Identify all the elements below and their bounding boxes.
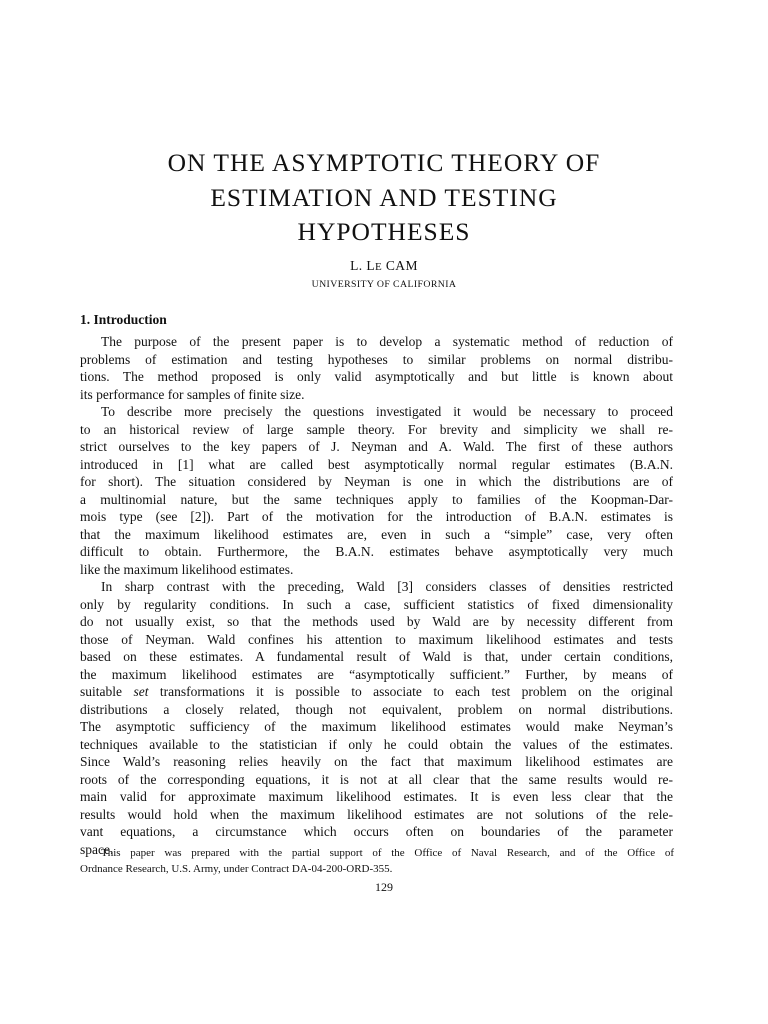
body-line: techniques available to the statistician if only he could obtain the values of the estimates.	[80, 736, 673, 752]
body-line: strict ourselves to the key papers of J. Neyman and A. Wald. The first of these authors	[80, 439, 673, 454]
body-line: only by regularity conditions. In such a case, sufficient statistics of fixed dimensionality	[80, 596, 673, 612]
body-line: a multinomial nature, but the same techniques apply to families of the Koopman-Dar-	[80, 491, 673, 507]
body-line: mois type (see [2]). Part of the motivation for the introduction of B.A.N. estimates is	[80, 509, 673, 524]
body-line: vant equations, a circumstance which occurs often on boundaries of the parameter	[80, 824, 673, 839]
body-line: do not usually exist, so that the methods used by Wald are by necessity different from	[80, 614, 673, 629]
footnote-line: Ordnance Research, U.S. Army, under Contract DA-04-200-ORD-355.	[80, 863, 393, 875]
author-name: L. LE CAM	[350, 258, 418, 273]
body-line: the maximum likelihood estimates are “asymptotically sufficient.” Further, by means of	[80, 666, 673, 682]
body-line: distributions a closely related, though not equivalent, problem on normal distributions.	[80, 701, 673, 717]
body-line: introduced in [1] what are called best asymptotically normal regular estimates (B.A.N.	[80, 456, 673, 472]
body-line: like the maximum likelihood estimates.	[80, 561, 294, 577]
body-line: difficult to obtain. Furthermore, the B.A.N. estimates behave asymptotically very much	[80, 544, 673, 559]
paper-title	[60, 146, 708, 250]
body-line: that the maximum likelihood estimates are, even in such a “simple” case, very often	[80, 526, 673, 542]
body-line: The purpose of the present paper is to develop a systematic method of reduction of	[101, 334, 673, 349]
italic-word: set	[133, 684, 149, 699]
footnote	[80, 845, 674, 877]
body-line: space.	[80, 841, 114, 857]
body-line: The asymptotic sufficiency of the maximum likelihood estimates would make Neyman’s	[80, 719, 673, 734]
body-line: to an historical review of large sample theory. For brevity and simplicity we shall re-	[80, 421, 673, 437]
title-line: ON THE ASYMPTOTIC THEORY OF	[167, 148, 601, 177]
page-number: 129	[375, 880, 393, 894]
body-line: Since Wald’s reasoning relies heavily on the fact that maximum likelihood estimates are	[80, 754, 673, 769]
body-line: its performance for samples of finite size.	[80, 386, 305, 402]
author-affiliation: UNIVERSITY OF CALIFORNIA	[311, 279, 457, 290]
section-body	[80, 333, 673, 858]
body-line: those of Neyman. Wald confines his attention to maximum likelihood estimates and tests	[80, 631, 673, 647]
body-line: suitable set transformations it is possible to associate to each test problem on the original	[80, 684, 673, 699]
body-line: results would hold when the maximum likelihood estimates are not solutions of the rele-	[80, 806, 673, 822]
title-line: ESTIMATION AND TESTING	[210, 182, 558, 212]
body-line: To describe more precisely the questions investigated it would be necessary to proceed	[101, 404, 673, 419]
body-line: for short). The situation considered by Neyman is one in which the distributions are of	[80, 474, 673, 489]
body-line: problems of estimation and testing hypotheses to similar problems on normal distribu-	[80, 351, 673, 367]
section-heading: 1. Introduction	[80, 312, 167, 327]
body-line: tions. The method proposed is only valid asymptotically and but little is known about	[80, 369, 673, 384]
footnote-line: This paper was prepared with the partial support of the Office of Naval Research, and of the Office of	[101, 847, 674, 859]
body-line: main valid for approximate maximum likelihood estimates. It is even less clear that the	[80, 789, 673, 804]
body-line: based on these estimates. A fundamental result of Wald is that, under certain conditions,	[80, 649, 673, 664]
body-line: roots of the corresponding equations, it is not at all clear that the same results would re-	[80, 771, 673, 787]
title-line: HYPOTHESES	[297, 217, 471, 246]
body-line: In sharp contrast with the preceding, Wald [3] considers classes of densities restricted	[101, 579, 673, 594]
